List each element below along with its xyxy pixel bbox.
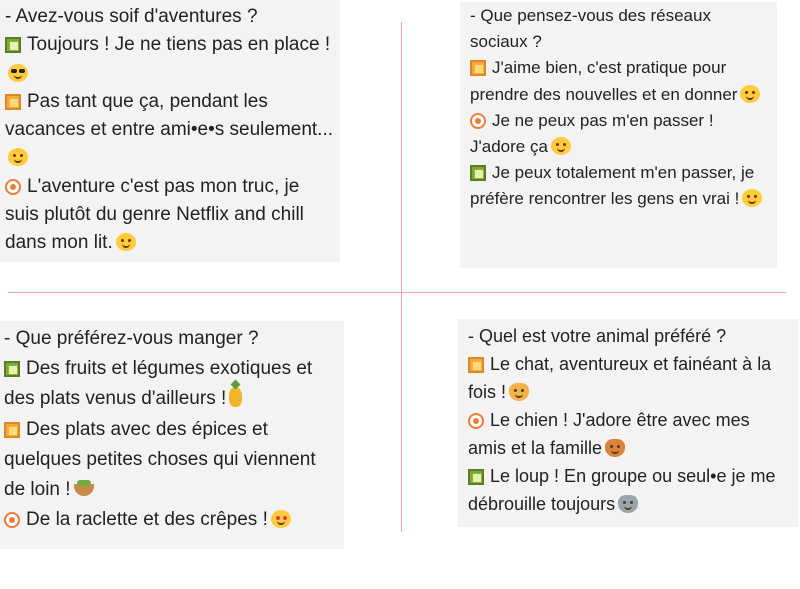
sunglasses-face-icon <box>8 64 28 82</box>
answer-text: Des fruits et légumes exotiques et des plats venus d'ailleurs ! <box>4 358 313 410</box>
target-circle-icon <box>468 413 484 429</box>
answer-text: Pas tant que ça, pendant les vacances et entre ami•e•s seulement... <box>5 90 334 141</box>
answer-item <box>4 415 338 506</box>
orange-square-icon <box>5 94 21 110</box>
answer-item <box>5 173 334 258</box>
horizontal-divider <box>8 292 786 293</box>
question-text: - Avez-vous soif d'aventures ? <box>5 6 258 27</box>
answer-text: Le chat, aventureux et fainéant à la fois ! <box>468 354 772 402</box>
answer-text: Des plats avec des épices et quelques petites choses qui viennent de loin ! <box>4 418 316 501</box>
quadrant-social-networks <box>460 2 777 268</box>
answer-text: Je peux totalement m'en passer, je préfère rencontrer les gens en vrai ! <box>470 163 755 209</box>
answer-text: Je ne peux pas m'en passer ! J'adore ça <box>470 110 714 157</box>
dog-icon <box>605 439 625 457</box>
hugging-face-icon <box>8 148 28 166</box>
answer-item <box>468 406 792 462</box>
answer-item <box>468 462 792 518</box>
quadrant-food <box>0 321 344 549</box>
target-circle-icon <box>4 512 20 528</box>
vertical-divider <box>401 22 402 532</box>
food-bowl-icon <box>74 484 94 496</box>
question-text: - Quel est votre animal préféré ? <box>468 326 727 346</box>
see-no-evil-face-icon <box>116 233 136 251</box>
question-text: - Que pensez-vous des réseaux sociaux ? <box>470 6 711 52</box>
answer-item <box>4 505 338 535</box>
cat-face-icon <box>509 383 529 401</box>
hugging-face-icon <box>551 137 571 155</box>
answer-item <box>470 160 771 212</box>
answer-item <box>4 354 338 414</box>
answer-item <box>5 31 334 88</box>
hugging-face-icon <box>742 189 762 207</box>
orange-square-icon <box>470 60 486 76</box>
heart-eyes-face-icon <box>271 510 291 528</box>
answer-item <box>468 350 792 406</box>
answer-item <box>470 55 771 107</box>
pineapple-icon <box>229 387 242 407</box>
answer-item <box>5 88 334 173</box>
wolf-face-icon <box>618 495 638 513</box>
green-square-icon <box>4 361 20 377</box>
smiling-face-icon <box>740 85 760 103</box>
green-square-icon <box>468 469 484 485</box>
quadrant-adventure <box>0 0 340 262</box>
answer-text: J'aime bien, c'est pratique pour prendre des nouvelles et en donner <box>470 58 738 104</box>
answer-text: L'aventure c'est pas mon truc, je suis plutôt du genre Netflix and chill dans mon lit. <box>5 175 304 254</box>
answer-item <box>470 108 771 160</box>
question-text: - Que préférez-vous manger ? <box>4 328 259 349</box>
green-square-icon <box>470 165 486 181</box>
quadrant-animal <box>458 319 798 527</box>
answer-text: Toujours ! Je ne tiens pas en place ! <box>27 34 331 56</box>
answer-text: De la raclette et des crêpes ! <box>26 509 268 531</box>
orange-square-icon <box>468 357 484 373</box>
green-square-icon <box>5 37 21 53</box>
orange-square-icon <box>4 422 20 438</box>
target-circle-icon <box>5 179 21 195</box>
answer-text: Le chien ! J'adore être avec mes amis et la famille <box>468 410 750 458</box>
answer-text: Le loup ! En groupe ou seul•e je me débrouille toujours <box>468 466 776 514</box>
target-circle-icon <box>470 113 486 129</box>
